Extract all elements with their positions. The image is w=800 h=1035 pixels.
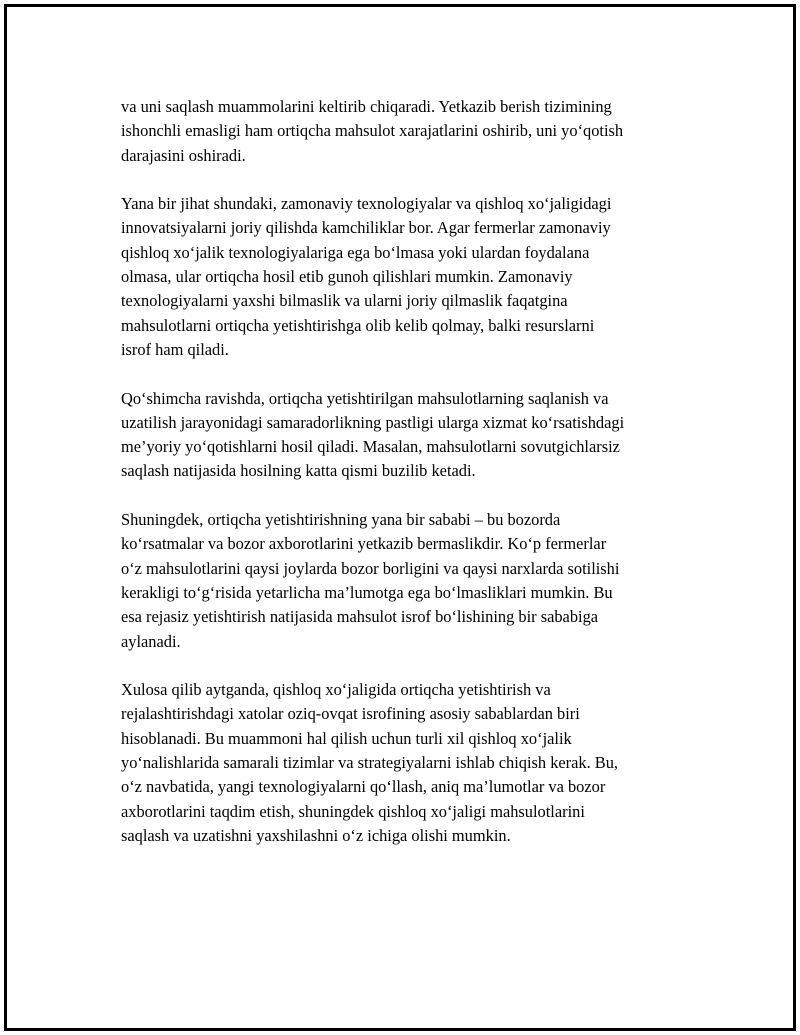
text-line: axborotlarini taqdim etish, shuningdek qishloq xo‘jaligi mahsulotlarini [121,801,585,821]
text-line: uzatilish jarayonidagi samaradorlikning pastligi ularga xizmat ko‘rsatishdagi [121,412,625,432]
text-line: rejalashtirishdagi xatolar oziq-ovqat isrofining asosiy sabablardan biri [121,704,580,724]
text-line: kerakligi to‘g‘risida yetarlicha ma’lumotga ega bo‘lmasliklari mumkin. Bu [121,582,613,602]
text-line: olmasa, ular ortiqcha hosil etib gunoh qilishlari mumkin. Zamonaviy [121,267,573,287]
paragraph-4 [121,508,701,654]
text-line: ishonchli emasligi ham ortiqcha mahsulot xarajatlarini oshirib, uni yo‘qotish [121,121,624,141]
page-frame [4,4,796,1031]
paragraph-5 [121,678,701,848]
text-line: qishloq xo‘jalik texnologiyalariga ega bo‘lmasa yoki ulardan foydalana [121,242,590,262]
text-line: saqlash va uzatishni yaxshilashni o‘z ichiga olishi mumkin. [121,825,511,845]
text-line: Xulosa qilib aytganda, qishloq xo‘jaligida ortiqcha yetishtirish va [121,680,551,700]
text-line: darajasini oshiradi. [121,145,246,165]
document-body [121,95,701,873]
text-line: saqlash natijasida hosilning katta qismi buzilib ketadi. [121,461,476,481]
text-line: me’yoriy yo‘qotishlarni hosil qiladi. Masalan, mahsulotlarni sovutgichlarsiz [121,437,620,457]
text-line: Shuningdek, ortiqcha yetishtirishning yana bir sababi – bu bozorda [121,510,561,530]
text-line: texnologiyalarni yaxshi bilmaslik va ularni joriy qilmaslik faqatgina [121,291,568,311]
text-line: ko‘rsatmalar va bozor axborotlarini yetkazib bermaslikdir. Ko‘p fermerlar [121,534,607,554]
text-line: mahsulotlarni ortiqcha yetishtirishga olib kelib qolmay, balki resurslarni [121,315,595,335]
text-line: o‘z mahsulotlarini qaysi joylarda bozor borligini va qaysi narxlarda sotilishi [121,558,620,578]
text-line: va uni saqlash muammolarini keltirib chiqaradi. Yetkazib berish tizimining [121,97,612,116]
text-line: Yana bir jihat shundaki, zamonaviy texnologiyalar va qishloq xo‘jaligidagi [121,194,612,214]
text-line: o‘z navbatida, yangi texnologiyalarni qo‘llash, aniq ma’lumotlar va bozor [121,777,606,797]
text-line: yo‘nalishlarida samarali tizimlar va strategiyalarni ishlab chiqish kerak. Bu, [121,753,619,773]
text-line: innovatsiyalarni joriy qilishda kamchiliklar bor. Agar fermerlar zamonaviy [121,218,611,238]
text-line: Qo‘shimcha ravishda, ortiqcha yetishtirilgan mahsulotlarning saqlanish va [121,388,609,408]
text-line: esa rejasiz yetishtirish natijasida mahsulot isrof bo‘lishining bir sababiga [121,607,599,627]
paragraph-3 [121,387,701,484]
text-line: isrof ham qiladi. [121,339,229,359]
paragraph-1 [121,95,701,168]
text-line: aylanadi. [121,631,181,651]
text-line: hisoblanadi. Bu muammoni hal qilish uchun turli xil qishloq xo‘jalik [121,728,572,748]
paragraph-2 [121,192,701,362]
